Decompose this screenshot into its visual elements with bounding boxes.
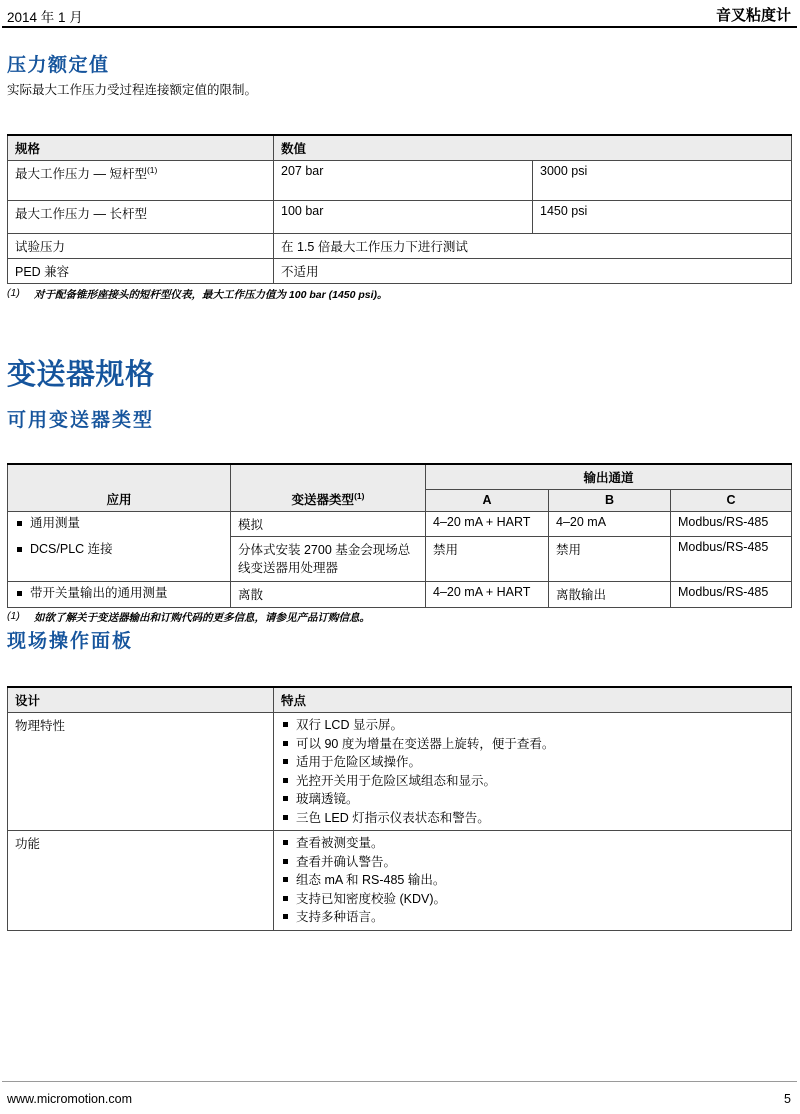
- footnote-text: 如欲了解关于变送器输出和订购代码的更多信息，请参见产品订购信息。: [34, 612, 370, 624]
- footnote-text: 对于配备锥形座接头的短杆型仪表，最大工作压力值为 100 bar (1450 psi)。: [34, 289, 388, 301]
- application-label: 带开关量输出的通用测量: [30, 586, 168, 600]
- bullet-square-icon: [283, 815, 288, 820]
- feature-text: 适用于危险区域操作。: [296, 755, 422, 769]
- bullet-square-icon: [283, 796, 288, 801]
- col-header-features: 特点: [274, 687, 792, 713]
- application-cell: [8, 512, 231, 582]
- bullet-square-icon: [283, 840, 288, 845]
- col-header-value: 数值: [274, 135, 792, 161]
- table-row: [8, 161, 792, 201]
- channel-c-cell: Modbus/RS-485: [671, 512, 792, 537]
- pressure-ratings-table: [7, 134, 792, 284]
- subsection-heading-transmitter-types: 可用变送器类型: [7, 410, 155, 431]
- footer-rule: [2, 1081, 797, 1082]
- spec-label: 最大工作压力 — 长杆型: [8, 201, 274, 234]
- table-header-row: [8, 135, 792, 161]
- design-cell: 物理特性: [8, 713, 274, 831]
- application-item: [15, 541, 223, 557]
- footer-website-link[interactable]: www.micromotion.com: [7, 1092, 133, 1106]
- application-cell: [8, 582, 231, 608]
- feature-item: [281, 772, 784, 791]
- feature-item: [281, 908, 784, 927]
- footnote-marker: (1): [7, 287, 20, 299]
- table-row: [8, 201, 792, 234]
- features-cell: [274, 831, 792, 931]
- header-date: 2014 年 1 月: [7, 10, 83, 25]
- feature-item: [281, 809, 784, 828]
- feature-item: [281, 735, 784, 754]
- feature-text: 三色 LED 灯指示仪表状态和警告。: [296, 810, 490, 825]
- col-header-transmitter-type-text: 变送器类型: [291, 493, 355, 507]
- table-row: [8, 831, 792, 931]
- table-row: [8, 259, 792, 284]
- feature-text: 组态 mA 和 RS-485 输出。: [296, 873, 446, 887]
- bullet-square-icon: [283, 741, 288, 746]
- col-header-design: 设计: [8, 687, 274, 713]
- channel-a-cell: 4–20 mA + HART: [426, 582, 549, 608]
- channel-a-cell: 禁用: [426, 537, 549, 582]
- channel-b-cell: 离散输出: [549, 582, 671, 608]
- value-bar: 100 bar: [274, 201, 533, 234]
- bullet-square-icon: [283, 722, 288, 727]
- col-header-output-channels: 输出通道: [426, 464, 792, 490]
- bullet-square-icon: [283, 859, 288, 864]
- section-heading-pressure-ratings: 压力额定值: [7, 55, 110, 76]
- feature-item: [281, 834, 784, 853]
- feature-item: [281, 790, 784, 809]
- col-header-channel-b: B: [549, 490, 671, 512]
- channel-b-cell: 禁用: [549, 537, 671, 582]
- bullet-square-icon: [17, 591, 22, 596]
- bullet-square-icon: [17, 547, 22, 552]
- footnote-ref: (1): [354, 490, 365, 501]
- feature-item: [281, 890, 784, 909]
- feature-text: 双行 LCD 显示屏。: [296, 718, 403, 732]
- feature-text: 支持已知密度校验 (KDV)。: [296, 891, 447, 906]
- value-span: 不适用: [274, 259, 792, 284]
- value-psi: 1450 psi: [533, 201, 792, 234]
- col-header-transmitter-type: [231, 464, 426, 512]
- table-header-row: [8, 687, 792, 713]
- bullet-square-icon: [283, 759, 288, 764]
- table-row: [8, 512, 792, 537]
- table-header-row: [8, 464, 792, 490]
- document-title: 音叉粘度计: [715, 7, 791, 24]
- bullet-square-icon: [283, 877, 288, 882]
- footnote-transmitter: [7, 610, 370, 625]
- channel-a-cell: 4–20 mA + HART: [426, 512, 549, 537]
- value-psi: 3000 psi: [533, 161, 792, 201]
- transmitter-type-cell: 模拟: [231, 512, 426, 537]
- footnote-marker: (1): [7, 610, 20, 622]
- feature-text: 查看被测变量。: [296, 836, 384, 850]
- footnote-pressure: [7, 287, 388, 302]
- feature-text: 支持多种语言。: [296, 910, 384, 924]
- table-row: [8, 234, 792, 259]
- page-number: 5: [784, 1092, 791, 1106]
- features-cell: [274, 713, 792, 831]
- design-cell: 功能: [8, 831, 274, 931]
- spec-label: 试验压力: [8, 234, 274, 259]
- application-label: DCS/PLC 连接: [30, 542, 113, 556]
- transmitter-type-cell: 分体式安装 2700 基金会现场总线变送器用处理器: [231, 537, 426, 582]
- spec-label: PED 兼容: [8, 259, 274, 284]
- spec-label-text: 最大工作压力 — 短杆型: [15, 167, 147, 181]
- feature-text: 可以 90 度为增量在变送器上旋转，便于查看。: [296, 736, 555, 751]
- feature-item: [281, 871, 784, 890]
- bullet-square-icon: [17, 521, 22, 526]
- col-header-channel-c: C: [671, 490, 792, 512]
- spec-label: [8, 161, 274, 201]
- header-rule: [2, 26, 797, 28]
- table-row: [8, 713, 792, 831]
- col-header-channel-a: A: [426, 490, 549, 512]
- channel-b-cell: 4–20 mA: [549, 512, 671, 537]
- subsection-heading-operation-panel: 现场操作面板: [7, 631, 134, 652]
- feature-item: [281, 716, 784, 735]
- application-label: 通用测量: [30, 516, 81, 530]
- channel-c-cell: Modbus/RS-485: [671, 582, 792, 608]
- operation-panel-table: [7, 686, 792, 931]
- value-span: 在 1.5 倍最大工作压力下进行测试: [274, 234, 792, 259]
- feature-item: [281, 853, 784, 872]
- bullet-square-icon: [283, 778, 288, 783]
- col-header-application: 应用: [8, 464, 231, 512]
- channel-c-cell: Modbus/RS-485: [671, 537, 792, 582]
- application-item: [15, 585, 223, 601]
- footnote-ref: (1): [146, 164, 158, 175]
- feature-text: 光控开关用于危险区域组态和显示。: [296, 773, 497, 788]
- value-bar: 207 bar: [274, 161, 533, 201]
- application-item: [15, 515, 223, 531]
- pressure-intro-text: 实际最大工作压力受过程连接额定值的限制。: [7, 83, 258, 97]
- bullet-square-icon: [283, 896, 288, 901]
- transmitter-type-cell: 离散: [231, 582, 426, 608]
- feature-text: 查看并确认警告。: [296, 854, 397, 869]
- bullet-square-icon: [283, 914, 288, 919]
- col-header-spec: 规格: [8, 135, 274, 161]
- section-heading-transmitter-specs: 变送器规格: [7, 359, 155, 391]
- table-row: [8, 582, 792, 608]
- transmitter-types-table: [7, 463, 792, 608]
- feature-item: [281, 753, 784, 772]
- feature-text: 玻璃透镜。: [296, 792, 359, 806]
